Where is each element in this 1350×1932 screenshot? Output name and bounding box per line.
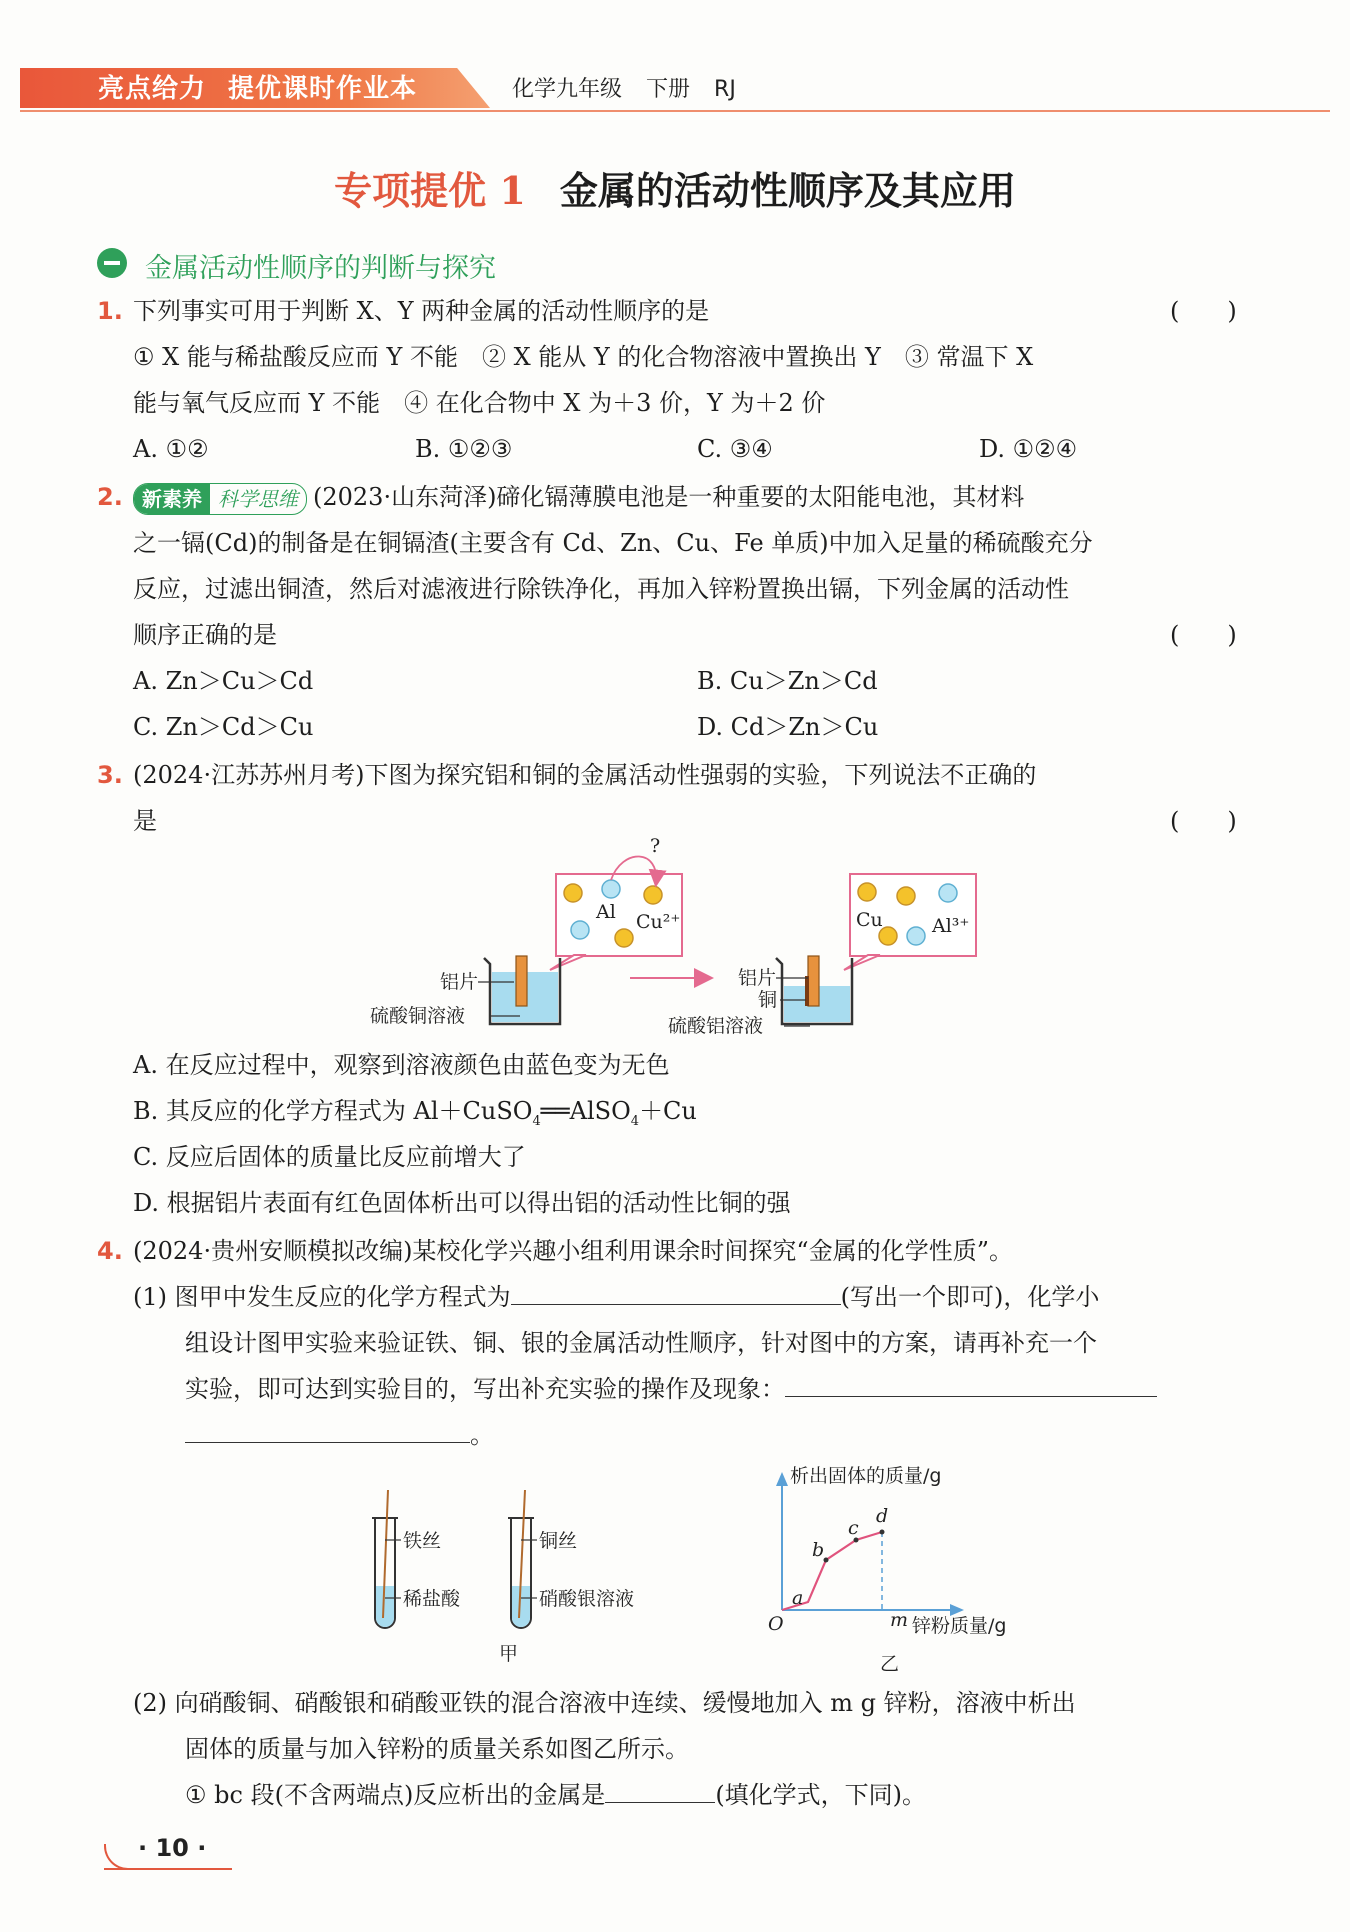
q4-part2-sub1: ① bc 段(不含两端点)反应析出的金属是 (填化学式，下同)。 [185,1778,926,1812]
label-al-sheet: 铝片 [738,967,777,989]
point-c: c [848,1517,859,1539]
q1-option-c: C. ③④ [697,435,773,463]
q4-part1-line: 组设计图甲实验来验证铁、铜、银的金属活动性顺序，针对图中的方案，请再补充一个 [185,1329,1097,1357]
q1-option-b: B. ①②③ [415,435,513,463]
q4-part1-line: 。 [185,1418,494,1452]
q2-option-a: A. Zn＞Cu＞Cd [133,667,314,695]
q2-line: 新素养 科学思维 (2023·山东菏泽)碲化镉薄膜电池是一种重要的太阳能电池，其材料 [133,480,1024,515]
q1-stem: 下列事实可用于判断 X、Y 两种金属的活动性顺序的是 [133,297,710,325]
al-ion-label: Al³⁺ [932,915,970,937]
y-axis-label: 析出固体的质量/g [790,1465,942,1487]
q1-option-a: A. ①② [133,435,209,463]
label-cuso4-solution: 硫酸铜溶液 [370,1005,466,1027]
label-dilute-hcl: 稀盐酸 [403,1588,461,1610]
m-label: m [890,1609,909,1631]
label-iron-wire: 铁丝 [403,1530,442,1552]
q3-experiment-figure [360,838,1000,1046]
footer-rule [104,1868,232,1870]
label-cu: 铜 [758,989,778,1011]
left-ion-bubble [550,838,682,970]
q3-number: 3. [97,761,123,789]
q4-stem: (2024·贵州安顺模拟改编)某校化学兴趣小组利用课余时间探究“金属的化学性质”。 [133,1237,1013,1265]
q2-option-c: C. Zn＞Cd＞Cu [133,713,314,741]
literacy-badge: 新素养 科学思维 [133,483,307,515]
left-beaker [484,956,560,1024]
q4-part1-line: 实验，即可达到实验目的，写出补充实验的操作及现象： [185,1372,1157,1406]
answer-blank[interactable] [605,1778,715,1803]
figure-caption-yi: 乙 [880,1653,900,1675]
page-title: 专项提优 1 金属的活动性顺序及其应用 [334,168,1016,213]
q3-line: (2024·江苏苏州月考)下图为探究铝和铜的金属活动性强弱的实验，下列说法不正确的 [133,761,1037,789]
right-ion-bubble [844,874,976,970]
figure-caption-jia: 甲 [499,1643,519,1665]
page-number: · 10 · [138,1834,207,1862]
al-atom-label: Al [596,901,616,923]
header-info: 化学九年级 下册 RJ [512,77,736,102]
label-agno3-solution: 硝酸银溶液 [539,1588,635,1610]
figure-jia [355,1468,685,1674]
q2-answer-paren: ( ) [1170,621,1237,649]
label-al-sheet: 铝片 [440,971,479,993]
figure-yi-graph [760,1460,1050,1680]
cu-atom-label: Cu [856,909,883,931]
label-al2so4-solution: 硫酸铝溶液 [668,1015,764,1037]
right-beaker [776,956,852,1024]
point-b: b [812,1539,825,1561]
section-number-icon [97,248,127,278]
question-mark: ? [650,838,661,857]
q3-option-d: D. 根据铝片表面有红色固体析出可以得出铝的活动性比铜的强 [133,1189,791,1217]
answer-blank[interactable] [785,1372,1157,1397]
q3-option-a: A. 在反应过程中，观察到溶液颜色由蓝色变为无色 [133,1051,670,1079]
origin-label: O [768,1613,784,1635]
cu-ion-label: Cu²⁺ [636,911,681,933]
q1-answer-paren: ( ) [1170,297,1237,325]
point-d: d [876,1505,889,1527]
q3-answer-paren: ( ) [1170,807,1237,835]
q3-line: 是 [133,807,157,835]
test-tube-1 [372,1490,398,1628]
label-copper-wire: 铜丝 [539,1530,578,1552]
q2-option-d: D. Cd＞Zn＞Cu [697,713,879,741]
header-brand: 亮点给力 提优课时作业本 [98,74,418,104]
q4-number: 4. [97,1237,123,1265]
q3-option-c: C. 反应后固体的质量比反应前增大了 [133,1143,526,1171]
q1-line: 能与氧气反应而 Y 不能 ④ 在化合物中 X 为＋3 价，Y 为＋2 价 [133,389,826,417]
q4-part2: (2) 向硝酸铜、硝酸银和硝酸亚铁的混合溶液中连续、缓慢地加入 m g 锌粉，溶液中析出 [133,1689,1076,1717]
point-a: a [792,1587,804,1609]
header-rule [20,110,1330,112]
q2-number: 2. [97,483,123,511]
q2-option-b: B. Cu＞Zn＞Cd [697,667,878,695]
q1-option-d: D. ①②④ [979,435,1078,463]
test-tube-2 [508,1490,534,1628]
answer-blank[interactable] [185,1418,470,1443]
q3-option-b: B. 其反应的化学方程式为 Al＋CuSO$_4$══AlSO$_4$＋Cu [133,1097,697,1129]
answer-blank[interactable] [511,1280,841,1305]
q2-line: 反应，过滤出铜渣，然后对滤液进行除铁净化，再加入锌粉置换出镉，下列金属的活动性 [133,575,1069,603]
q2-line: 之一镉(Cd)的制备是在铜镉渣(主要含有 Cd、Zn、Cu、Fe 单质)中加入足量的稀硫酸充分 [133,529,1093,557]
x-axis-label: 锌粉质量/g [912,1615,1007,1637]
q4-part1: (1) 图甲中发生反应的化学方程式为 (写出一个即可)，化学小 [133,1280,1099,1314]
footer-decoration [104,1844,136,1870]
q1-line: ① X 能与稀盐酸反应而 Y 不能 ② X 能从 Y 的化合物溶液中置换出 Y ③ 常温下 X [133,343,1034,371]
q2-line: 顺序正确的是 [133,621,277,649]
q1-number: 1. [97,297,123,325]
q4-part2-line: 固体的质量与加入锌粉的质量关系如图乙所示。 [185,1735,689,1763]
